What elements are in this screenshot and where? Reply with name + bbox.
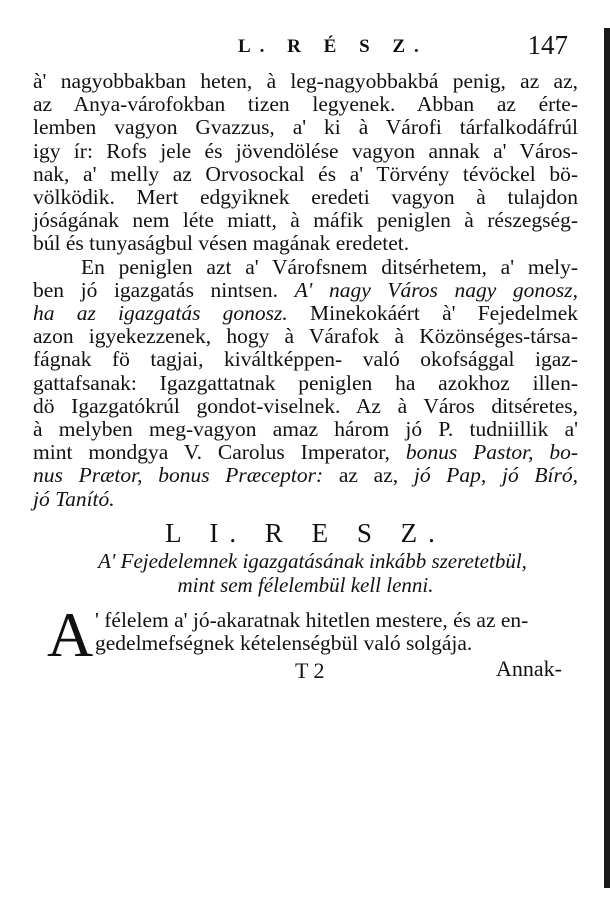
text-line: lemben vagyon Gvazzus, a' ki à Várofi tárfalkodáfrúl	[33, 115, 578, 140]
text-line: à melyben meg-vagyon amaz három jó P. tudniillik a'	[33, 417, 578, 442]
page-header	[38, 30, 568, 64]
roman-text: mint mondgya V. Carolus Imperator,	[33, 440, 390, 465]
roman-text: az az,	[338, 463, 399, 488]
text-line-mixed	[33, 441, 578, 464]
italic-translation: jó Bíró,	[501, 463, 579, 488]
italic-quote: ha az igazgatás gonosz.	[33, 301, 288, 326]
italic-quote: A' nagy Város nagy gonosz,	[294, 277, 579, 302]
text-line: dö Igazgatókrúl gondot-viselnek. Az à Város ditséretes,	[33, 393, 578, 418]
text-line: jóságának nem léte miatt, à máfik peniglen à részegség-	[33, 208, 578, 233]
roman-text: ben jó igazgatás nintsen.	[33, 277, 279, 302]
signature-mark: T 2	[295, 657, 325, 683]
text-line: búl és tunyaságbul vésen magának eredetet.	[33, 231, 410, 256]
drop-cap: A	[47, 598, 94, 670]
text-line: à' nagyobbakban heten, à leg-nagyobbakbá penig, az az,	[33, 69, 578, 93]
page-number: 147	[527, 30, 568, 60]
text-line: igy ír: Rofs jele és jövendölése vagyon annak a' Város-	[33, 138, 578, 163]
latin-quote: nus Prætor, bonus Præceptor:	[33, 463, 324, 488]
roman-text: Minekokáért à' Fejedelmek	[310, 301, 578, 326]
text-line-mixed	[33, 302, 578, 325]
text-line-mixed	[33, 279, 578, 302]
section-heading: L I. R E S Z.	[165, 517, 446, 548]
paragraph-first-line: En peniglen azt a' Várofsnem ditsérhetem, a' mely-	[81, 254, 578, 279]
text-line: gattafsanak: Igazgattatnak peniglen ha azokhoz illen-	[33, 370, 578, 395]
text-line: völködik. Mert edgyiknek eredeti vagyon à tulajdon	[33, 185, 578, 210]
main-text	[33, 70, 578, 703]
text-line: gedelmefségnek kételenségbül való solgája.	[95, 630, 473, 655]
section-subtitle: mint sem félelembül kell lenni.	[177, 572, 434, 597]
latin-quote: bonus Pastor, bo-	[405, 440, 579, 465]
page-edge-shadow	[604, 28, 610, 888]
text-line: az Anya-várofokban tizen legyenek. Abban az érte-	[33, 92, 578, 117]
text-line: azon igyekezzenek, hogy à Várafok à Közönséges-társa-	[33, 324, 578, 349]
text-line: nak, a' melly az Orvosockal és a' Törvény tévöckel bö-	[33, 161, 578, 186]
catchword: Annak-	[496, 655, 562, 681]
text-line: fágnak fö tagjai, kiváltképpen- való okofsággal igaz-	[33, 347, 578, 372]
italic-translation: jó Tanító.	[33, 486, 115, 511]
section-opening	[33, 598, 578, 703]
text-line-mixed	[33, 464, 578, 487]
text-line: ' félelem a' jó-akaratnak hitetlen mestere, és az en-	[95, 607, 529, 632]
section-subtitle: A' Fejedelemnek igazgatásának inkább szeretetbül,	[98, 548, 527, 573]
italic-translation: jó Pap,	[413, 463, 487, 488]
running-head: L. R É S Z.	[238, 36, 428, 57]
